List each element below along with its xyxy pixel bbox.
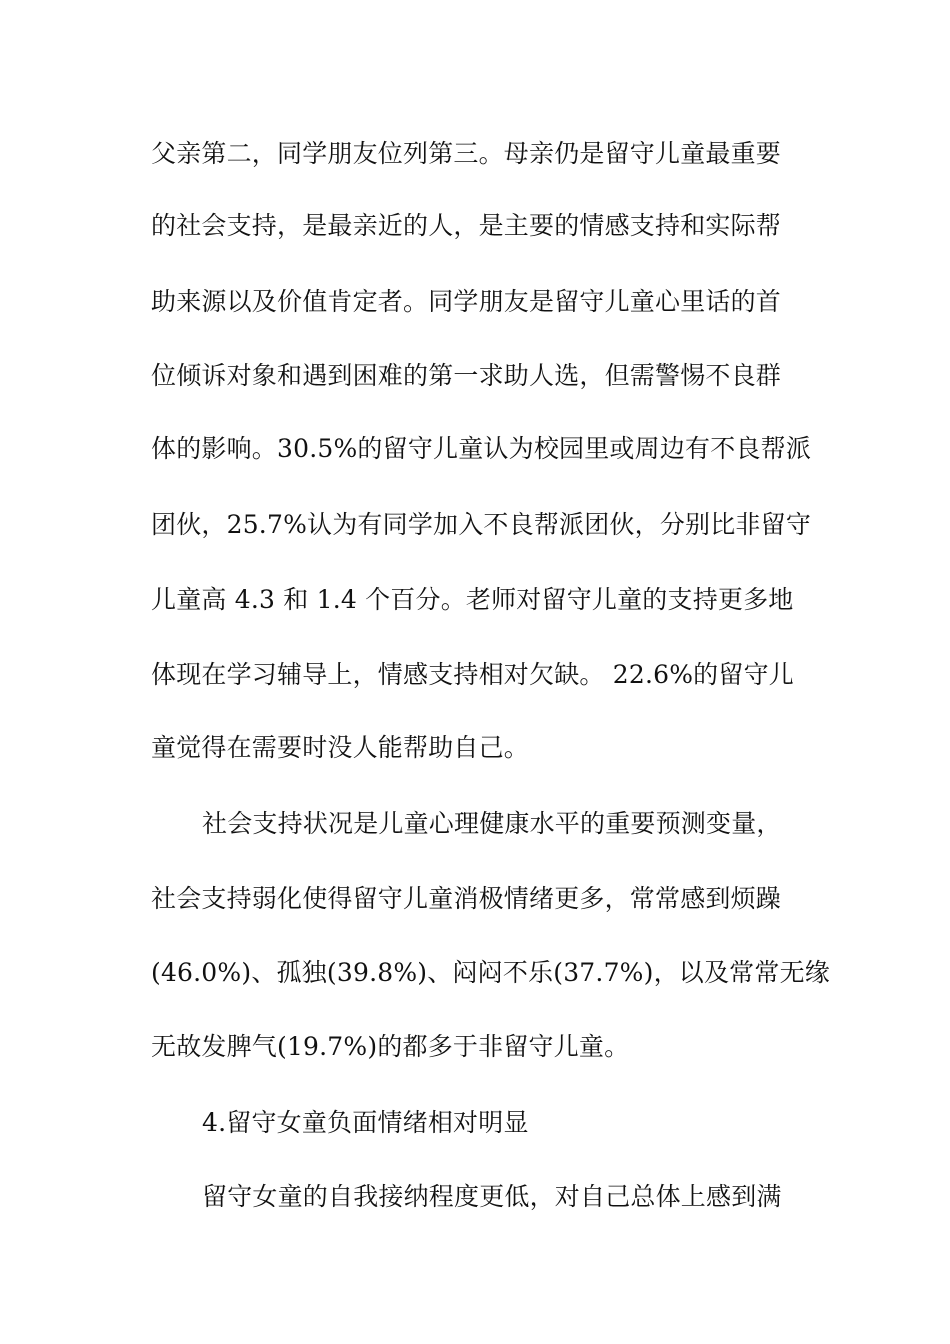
section-heading: 4.留守女童负面情绪相对明显 — [202, 1108, 529, 1137]
paragraph-line: 留守女童的自我接纳程度更低，对自己总体上感到满 — [202, 1182, 782, 1211]
paragraph-line: 团伙，25.7%认为有同学加入不良帮派团伙，分别比非留守 — [151, 510, 812, 539]
paragraph-line: 助来源以及价值肯定者。同学朋友是留守儿童心里话的首 — [151, 287, 782, 316]
paragraph-line: 儿童高 4.3 和 1.4 个百分。老师对留守儿童的支持更多地 — [151, 585, 794, 614]
paragraph-line: 位倾诉对象和遇到困难的第一求助人选，但需警惕不良群 — [151, 361, 782, 390]
paragraph-line: 童觉得在需要时没人能帮助自己。 — [151, 733, 530, 762]
paragraph-line: 社会支持状况是儿童心理健康水平的重要预测变量， — [202, 809, 782, 838]
paragraph-line: 体的影响。30.5%的留守儿童认为校园里或周边有不良帮派 — [151, 434, 812, 463]
paragraph-line: 社会支持弱化使得留守儿童消极情绪更多，常常感到烦躁 — [151, 884, 782, 913]
paragraph-line: 的社会支持，是最亲近的人，是主要的情感支持和实际帮 — [151, 211, 782, 240]
paragraph-line: (46.0%)、孤独(39.8%)、闷闷不乐(37.7%)，以及常常无缘 — [151, 958, 830, 987]
paragraph-line: 体现在学习辅导上，情感支持相对欠缺。 22.6%的留守儿 — [151, 660, 794, 689]
paragraph-line: 无故发脾气(19.7%)的都多于非留守儿童。 — [151, 1032, 630, 1061]
paragraph-line: 父亲第二，同学朋友位列第三。母亲仍是留守儿童最重要 — [151, 139, 782, 168]
